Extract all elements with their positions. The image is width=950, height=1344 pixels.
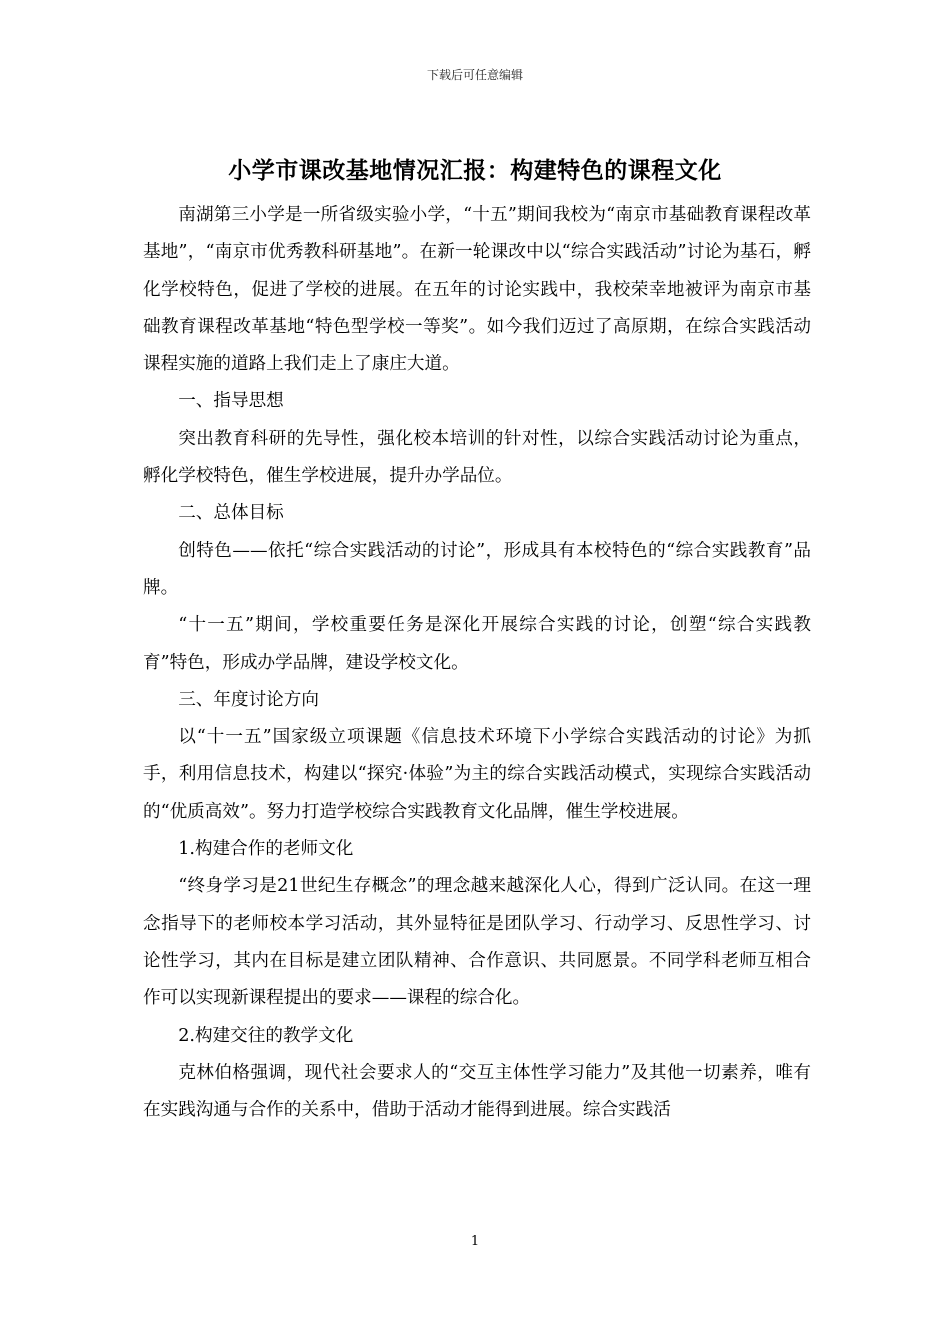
subsection-heading-teaching-culture: 2.构建交往的教学文化 [178, 1025, 354, 1046]
document-body [143, 197, 811, 1129]
document-title: 小学市课改基地情况汇报：构建特色的课程文化 [228, 158, 722, 184]
paragraph-teaching-culture: 克林伯格强调，现代社会要求人的“交互主体性学习能力”及其他一切素养，唯有在实践沟通与合作的关系中，借助于活动才能得到进展。综合实践活 [143, 1062, 811, 1121]
paragraph-overall-goal-2: “十一五”期间，学校重要任务是深化开展综合实践的讨论，创塑“综合实践教育”特色，形成办学品牌，建设学校文化。 [143, 615, 811, 673]
section-heading-annual-direction: 三、年度讨论方向 [178, 689, 319, 710]
paragraph-overall-goal-1: 创特色——依托“综合实践活动的讨论”，形成具有本校特色的“综合实践教育”品牌。 [143, 540, 811, 598]
paragraph-annual-direction: 以“十一五”国家级立项课题《信息技术环境下小学综合实践活动的讨论》为抓手，利用信息技术，构建以“探究·体验”为主的综合实践活动模式，实现综合实践活动的“优质高效”。努力打造学校综合实践教育文化品牌，催生学校进展。 [143, 727, 811, 822]
page-number: 1 [470, 1234, 480, 1249]
subsection-heading-teacher-culture: 1.构建合作的老师文化 [178, 839, 354, 860]
paragraph-intro: 南湖第三小学是一所省级实验小学，“十五”期间我校为“南京市基础教育课程改革基地”，“南京市优秀教科研基地”。在新一轮课改中以“综合实践活动”讨论为基石，孵化学校特色，促进了学校的进展。在五年的讨论实践中，我校荣幸地被评为南京市基础教育课程改革基地“特色型学校一等奖”。如今我们迈过了高原期，在综合实践活动课程实施的道路上我们走上了康庄大道。 [143, 205, 811, 375]
section-heading-guiding-thought: 一、指导思想 [178, 391, 284, 412]
paragraph-teacher-culture: “终身学习是21世纪生存概念”的理念越来越深化人心，得到广泛认同。在这一理念指导下的老师校本学习活动，其外显特征是团队学习、行动学习、反思性学习、讨论性学习，其内在目标是建立团队精神、合作意识、共同愿景。不同学科老师互相合作可以实现新课程提出的要求——课程的综合化。 [143, 876, 811, 1009]
section-heading-overall-goal: 二、总体目标 [178, 503, 284, 524]
paragraph-guiding-thought: 突出教育科研的先导性，强化校本培训的针对性，以综合实践活动讨论为重点，孵化学校特色，催生学校进展，提升办学品位。 [143, 428, 811, 487]
page-header: 下载后可任意编辑 [426, 68, 523, 82]
